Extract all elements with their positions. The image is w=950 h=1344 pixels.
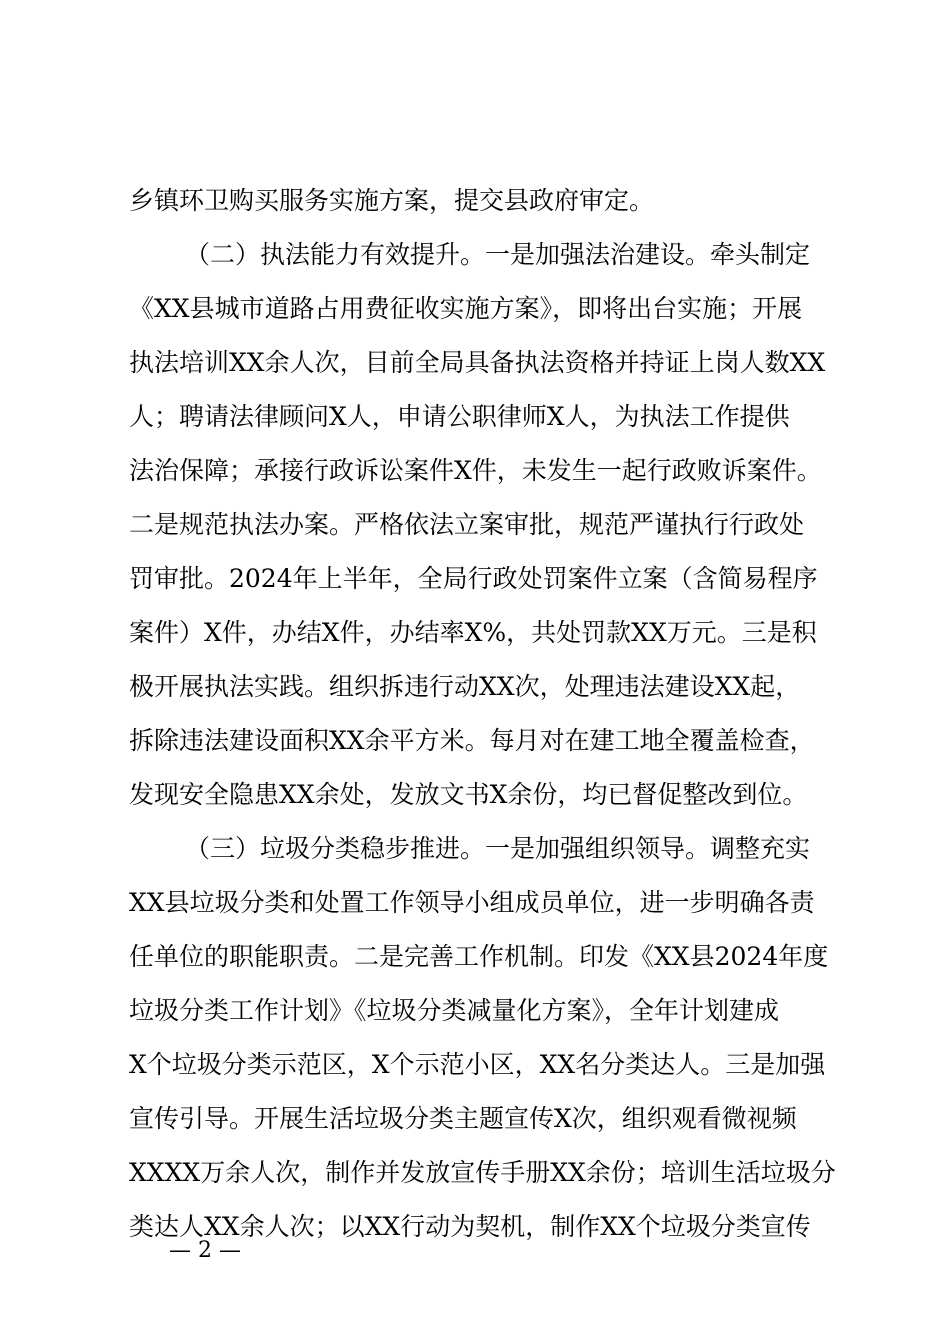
text-line: 案件）X件，办结X件，办结率X%，共处罚款XX万元。三是积 (129, 618, 817, 647)
paragraph-heading-line: （三）垃圾分类稳步推进。一是加强组织领导。调整充实 (185, 834, 811, 863)
text-line: 罚审批。2024年上半年，全局行政处罚案件立案（含简易程序 (129, 564, 818, 593)
text-line: 宣传引导。开展生活垃圾分类主题宣传X次，组织观看微视频 (129, 1104, 797, 1133)
text-line: 《XX县城市道路占用费征收实施方案》，即将出台实施；开展 (129, 294, 803, 323)
text-line: 拆除违法建设面积XX余平方米。每月对在建工地全覆盖检查， (129, 726, 815, 755)
text-line: 发现安全隐患XX余处，发放文书X余份，均已督促整改到位。 (129, 780, 808, 809)
text-line: 任单位的职能职责。二是完善工作机制。印发《XX县2024年度 (129, 942, 829, 971)
text-line: X个垃圾分类示范区，X个示范小区，XX名分类达人。三是加强 (129, 1050, 826, 1079)
text-line: 执法培训XX余人次，目前全局具备执法资格并持证上岗人数XX (129, 348, 826, 377)
paragraph-heading-line: （二）执法能力有效提升。一是加强法治建设。牵头制定 (185, 240, 811, 269)
text-line: 人；聘请法律顾问X人，申请公职律师X人，为执法工作提供 (129, 402, 790, 431)
text-line: XXXX万余人次，制作并发放宣传手册XX余份；培训生活垃圾分 (129, 1158, 836, 1187)
text-line: 垃圾分类工作计划》《垃圾分类减量化方案》，全年计划建成 (129, 996, 780, 1025)
text-line: 二是规范执法办案。严格依法立案审批，规范严谨执行行政处 (129, 510, 805, 539)
text-line: 极开展执法实践。组织拆违行动XX次，处理违法建设XX起， (129, 672, 801, 701)
text-line: 乡镇环卫购买服务实施方案，提交县政府审定。 (129, 186, 655, 215)
page-number: — 2 — (169, 1238, 241, 1263)
text-line: 法治保障；承接行政诉讼案件X件，未发生一起行政败诉案件。 (129, 456, 822, 485)
text-line: 类达人XX余人次；以XX行动为契机，制作XX个垃圾分类宣传 (129, 1212, 811, 1241)
text-line: XX县垃圾分类和处置工作领导小组成员单位，进一步明确各责 (129, 888, 815, 917)
